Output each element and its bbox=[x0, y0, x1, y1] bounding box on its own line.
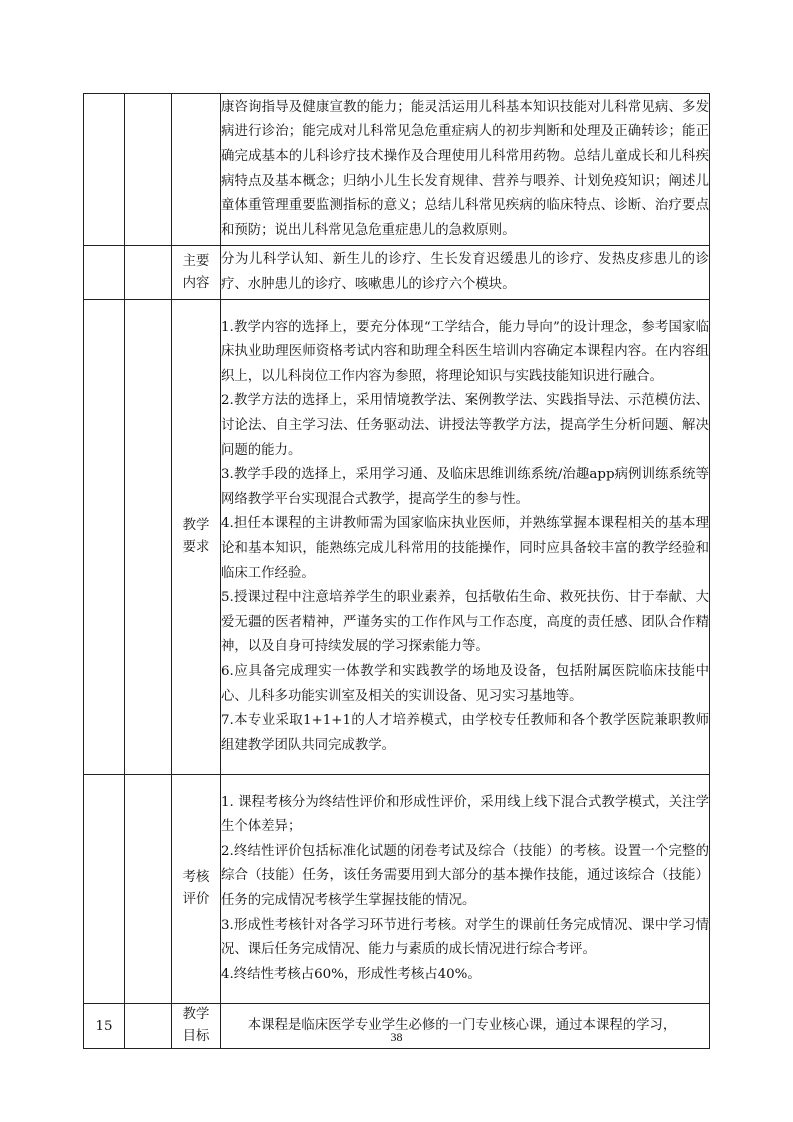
cell-number bbox=[84, 94, 125, 246]
main-content-label: 主要 内容 bbox=[172, 246, 221, 300]
cell-number bbox=[84, 246, 125, 300]
page-number: 38 bbox=[390, 1030, 403, 1044]
table-row-teaching-requirements bbox=[84, 300, 710, 775]
course-number: 15 bbox=[84, 1004, 125, 1049]
objective-label: 教学 目标 bbox=[172, 1004, 221, 1049]
cell-course-name bbox=[125, 246, 172, 300]
cell-number bbox=[84, 775, 125, 1004]
cell-number bbox=[84, 300, 125, 775]
assessment-text bbox=[221, 775, 710, 1004]
requirement-item: 7.本专业采取1+1+1的人才培养模式，由学校专任教师和各个教学医院兼职教师组建教学团队共同完成教学。 bbox=[221, 713, 709, 753]
assessment-item: 4.终结性考核占60%，形成性考核占40%。 bbox=[221, 966, 481, 982]
requirement-item: 6.应具备完成理实一体教学和实践教学的场地及设备，包括附属医院临床技能中心、儿科多功能实训室及相关的实训设备、见习实习基地等。 bbox=[221, 663, 709, 704]
requirement-item: 1.教学内容的选择上，要充分体现“工学结合，能力导向”的设计理念，参考国家临床执业助理医师资格考试内容和助理全科医生培训内容确定本课程内容。在内容组织上，以儿科岗位工作内容为参照，将理论知识与实践技能知识进行融合。 bbox=[221, 319, 709, 384]
requirement-item: 2.教学方法的选择上，采用情境教学法、案例教学法、实践指导法、示范模仿法、讨论法、自主学习法、任务驱动法、讲授法等教学方法，提高学生分析问题、解决问题的能力。 bbox=[221, 393, 709, 458]
course-table bbox=[83, 93, 710, 1049]
teaching-requirements-label: 教学 要求 bbox=[172, 300, 221, 775]
assessment-label: 考核 评价 bbox=[172, 775, 221, 1004]
teaching-requirements-text bbox=[221, 300, 710, 775]
assessment-item: 3.形成性考核针对各学习环节进行考核。对学生的课前任务完成情况、课中学习情况、课后任务完成情况、能力与素质的成长情况进行综合考评。 bbox=[221, 917, 709, 958]
requirement-item: 4.担任本课程的主讲教师需为国家临床执业医师，并熟练掌握本课程相关的基本理论和基本知识，能熟练完成儿科常用的技能操作，同时应具备较丰富的教学经验和临床工作经验。 bbox=[221, 516, 709, 581]
requirement-item: 3.教学手段的选择上，采用学习通、及临床思维训练系统/治趣app病例训练系统等网络教学平台实现混合式教学，提高学生的参与性。 bbox=[221, 467, 709, 507]
main-content-text: 分为儿科学认知、新生儿的诊疗、生长发育迟缓患儿的诊疗、发热皮疹患儿的诊疗、水肿患儿的诊疗、咳嗽患儿的诊疗六个模块。 bbox=[221, 246, 710, 300]
cell-course-name bbox=[125, 94, 172, 246]
cell-label bbox=[172, 94, 221, 246]
cell-objective-text bbox=[221, 94, 710, 246]
cell-course-name bbox=[125, 300, 172, 775]
table-row-objective-continued bbox=[84, 94, 710, 246]
cell-course-name bbox=[125, 775, 172, 1004]
table-row-assessment bbox=[84, 775, 710, 1004]
requirement-item: 5.授课过程中注意培养学生的职业素养，包括敬佑生命、救死扶伤、甘于奉献、大爱无疆的医者精神，严谨务实的工作作风与工作态度，高度的责任感、团队合作精神，以及自身可持续发展的学习探索能力等。 bbox=[221, 590, 709, 655]
objective-text: 康咨询指导及健康宣教的能力；能灵活运用儿科基本知识技能对儿科常见病、多发病进行诊治；能完成对儿科常见急危重症病人的初步判断和处理及正确转诊；能正确完成基本的儿科诊疗技术操作及合理使用儿科常用药物。总结儿童成长和儿科疾病特点及基本概念；归纳小儿生长发育规律、营养与喂养、计划免疫知识；阐述儿童体重管理重要监测指标的意义；总结儿科常见疾病的临床特点、诊断、治疗要点和预防；说出儿科常见急危重症患儿的急救原则。 bbox=[221, 99, 709, 238]
assessment-item: 2.终结性评价包括标准化试题的闭卷考试及综合（技能）的考核。设置一个完整的综合（技能）任务，该任务需要用到大部分的基本操作技能，通过该综合（技能）任务的完成情况考核学生掌握技能的情况。 bbox=[221, 843, 709, 908]
assessment-item: 1. 课程考核分为终结性评价和形成性评价，采用线上线下混合式教学模式，关注学生个体差异； bbox=[221, 794, 709, 835]
table-row-main-content bbox=[84, 246, 710, 300]
objective-intro-text: 本课程是临床医学专业学生必修的一门专业核心课，通过本课程的学习， bbox=[221, 1004, 710, 1049]
